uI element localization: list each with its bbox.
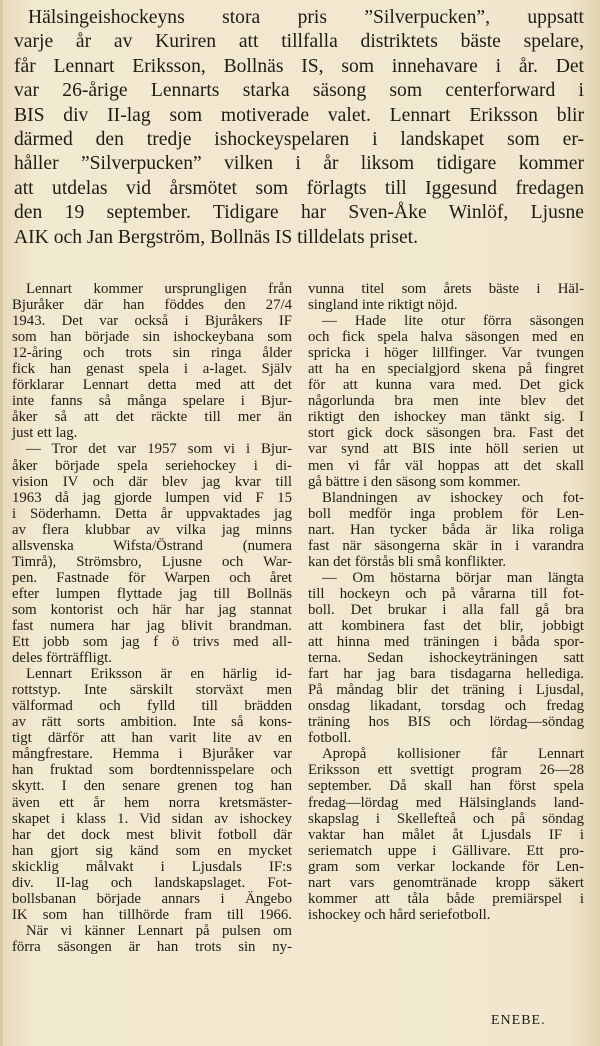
- text-line: gram som verkar lockande för Len-: [308, 858, 584, 875]
- text-line: därmed den tredje ishockeyspelaren i landskapet som er-: [14, 129, 584, 151]
- text-line: han gjort sig känd som en mycket: [12, 842, 292, 859]
- text-line: och fick spela halva säsongen med en: [308, 329, 584, 346]
- text-line: Timrå), Strömsbro, Ljusne och War-: [12, 553, 292, 570]
- text-line: deles förträffligt.: [12, 650, 112, 667]
- text-line: inte fanns så många spelare i Bjur-: [12, 393, 292, 410]
- text-line: den 19 september. Tidigare har Sven-Åke Winlöf, Ljusne: [14, 202, 584, 224]
- text-line: Eriksson ett svettigt program 26—28: [308, 762, 584, 779]
- text-line: fredag—lördag med Hälsinglands land-: [308, 794, 584, 811]
- text-line: kommer att tåla både premiärspel i: [308, 890, 584, 907]
- text-line: av rätt sorts ambition. Inte så kons-: [12, 714, 292, 731]
- text-line: 1943. Det var också i Bjuråkers IF: [12, 313, 292, 330]
- text-line: fick han genast spela i a-laget. Själv: [12, 361, 292, 378]
- text-line: förra säsongen är han trots sin ny-: [12, 938, 292, 955]
- text-line: september. Då skall han först spela: [308, 778, 584, 795]
- text-line: gå bättre i den säsong som kommer.: [308, 473, 521, 490]
- text-line: BIS div II-lag som motiverade valet. Lennart Eriksson blir: [14, 104, 584, 126]
- text-line: vunna titel som årets bäste i Häl-: [308, 281, 584, 297]
- text-line: nart vars genomtränade kropp säkert: [308, 874, 584, 891]
- text-line: tigt därför att han varit lite av en: [12, 730, 292, 747]
- text-line: var 26-årige Lennarts starka säsong som centerforward i: [14, 80, 584, 102]
- text-line: — Tror det var 1957 som vi i Bjur-: [26, 441, 292, 458]
- text-line: Apropå kollisioner får Lennart: [322, 746, 584, 763]
- text-line: efter lumpen flyttade jag till Bollnäs: [12, 585, 292, 602]
- text-line: fotboll.: [308, 730, 352, 747]
- text-line: han fruktad som bordtennisspelare och: [12, 762, 292, 779]
- text-line: håller ”Silverpucken” vilken i år liksom tidigare kommer: [14, 153, 584, 175]
- text-line: pen. Fastnade för Warpen och året: [12, 569, 292, 586]
- text-line: boll. Det brukar i alla fall gå bra: [308, 601, 584, 618]
- text-line: som han började sin ishockeybana som: [12, 329, 292, 346]
- text-line: även ett år hem norra kretsmäster-: [12, 794, 292, 811]
- text-line: var synd att BIS inte höll serien ut: [308, 441, 584, 458]
- text-line: 1963 då jag gjorde lumpen vid F 15: [12, 489, 292, 506]
- text-line: Lennart Eriksson är en härlig id-: [26, 666, 292, 683]
- text-line: träning hos BIS och lördag—söndag: [308, 714, 584, 731]
- text-line: någorlunda bra men inte blev det: [308, 393, 584, 410]
- text-line: att hinna med träningen i båda spor-: [308, 634, 584, 651]
- article-lead: [14, 6, 584, 250]
- text-line: skicklig målvakt i Ljusdals IF:s: [12, 858, 292, 875]
- text-line: Lennart kommer ursprungligen från: [26, 281, 292, 297]
- text-line: fart har jag bara tisdagarna hellediga.: [308, 666, 584, 683]
- text-line: Hälsingeishockeyns stora pris ”Silverpucken”, uppsatt: [28, 7, 584, 28]
- text-line: nart. Han tycker båda är lika roliga: [308, 521, 584, 538]
- text-line: AIK och Jan Bergström, Bollnäs IS tilldelats priset.: [14, 226, 418, 248]
- text-line: onsdag likadant, torsdag och fredag: [308, 698, 584, 715]
- text-line: att utdelas vid årsmötet som förlagts till Iggesund fredagen: [14, 177, 584, 199]
- text-line: boll medför inga problem för Len-: [308, 505, 584, 522]
- text-line: varje år av Kuriren att tillfalla distriktets bäste spelare,: [14, 31, 584, 53]
- text-line: skytt. I den senare grenen tog han: [12, 778, 292, 795]
- text-line: att ha en specialgjord skena på fingret: [308, 361, 584, 378]
- text-line: terna. Sedan ishockeyträningen satt: [308, 650, 584, 667]
- text-line: IK som han tillhörde fram till 1966.: [12, 906, 292, 923]
- text-line: av flera klubbar av vilka jag minns: [12, 521, 292, 538]
- text-line: När vi känner Lennart på pulsen om: [26, 922, 292, 939]
- text-line: seriematch uppe i Gällivare. Ett pro-: [308, 842, 584, 859]
- text-line: förklarar Lennart detta med att det: [12, 377, 292, 394]
- text-line: På måndag blir det träning i Ljusdal,: [308, 682, 584, 699]
- article-column-right: [308, 281, 584, 923]
- author-signature: ENEBE.: [491, 1013, 546, 1028]
- text-line: allsvenska Wifsta/Östrand (numera: [12, 537, 292, 554]
- text-line: vision IV och där blev jag kvar till: [12, 473, 292, 490]
- text-line: i Söderhamn. Detta år uppvaktades jag: [12, 505, 292, 522]
- text-line: singland inte riktigt nöjd.: [308, 297, 458, 314]
- text-line: fast när säsongerna skär in i varandra: [308, 537, 584, 554]
- paper-edge: [0, 0, 3, 1046]
- text-line: åker så att det räckte till mer än: [12, 409, 292, 426]
- text-line: bollsbanan började annars i Ängebo: [12, 890, 292, 907]
- text-line: div. II-lag och landskapslaget. Fot-: [12, 874, 292, 891]
- text-line: kan det förstås bli små konflikter.: [308, 553, 507, 570]
- text-line: 12-åring och trots sin ringa ålder: [12, 345, 292, 362]
- text-line: just ett lag.: [12, 425, 78, 442]
- text-line: till hockeyn och på vårarna till fot-: [308, 585, 584, 602]
- text-line: — Hade lite otur förra säsongen: [322, 313, 584, 330]
- text-line: skapet i klass 1. Vid sidan av ishockey: [12, 810, 292, 827]
- text-line: fast numera har jag blivit brandman.: [12, 617, 292, 634]
- text-line: Ett jobb som jag f ö trivs med all-: [12, 634, 292, 651]
- article-column-left: [12, 281, 292, 955]
- text-line: mångfrestare. Hemma i Bjuråker var: [12, 746, 292, 763]
- text-line: som kontorist och här har jag stannat: [12, 601, 292, 618]
- text-line: rottstyp. Inte särskilt storväxt men: [12, 682, 292, 699]
- text-line: vaktar han målet åt Ljusdals IF i: [308, 826, 584, 843]
- text-line: stort gick dock säsongen bra. Fast det: [308, 425, 584, 442]
- text-line: åker började spela seriehockey i di-: [12, 457, 292, 474]
- text-line: att kombinera fast det blir, jobbigt: [308, 617, 584, 634]
- text-line: spricka i höger lillfinger. Var tvungen: [308, 345, 584, 362]
- text-line: har det dock mest blivit fotboll där: [12, 826, 292, 843]
- text-line: får Lennart Eriksson, Bollnäs IS, som innehavare i år. Det: [14, 55, 584, 77]
- text-line: — Om höstarna börjar man längta: [322, 569, 584, 586]
- text-line: skapslag i Skellefteå och på söndag: [308, 810, 584, 827]
- text-line: Blandningen av ishockey och fot-: [322, 489, 584, 506]
- text-line: men vi får väl hoppas att det skall: [308, 457, 584, 474]
- text-line: Bjuråker där han föddes den 27/4: [12, 297, 292, 314]
- text-line: riktigt den ishockey man tänkt sig. I: [308, 409, 584, 426]
- text-line: välformad och fylld till brädden: [12, 698, 292, 715]
- text-line: ishockey och hård seriefotboll.: [308, 906, 491, 923]
- text-line: för att kunna vara med. Det gick: [308, 377, 584, 394]
